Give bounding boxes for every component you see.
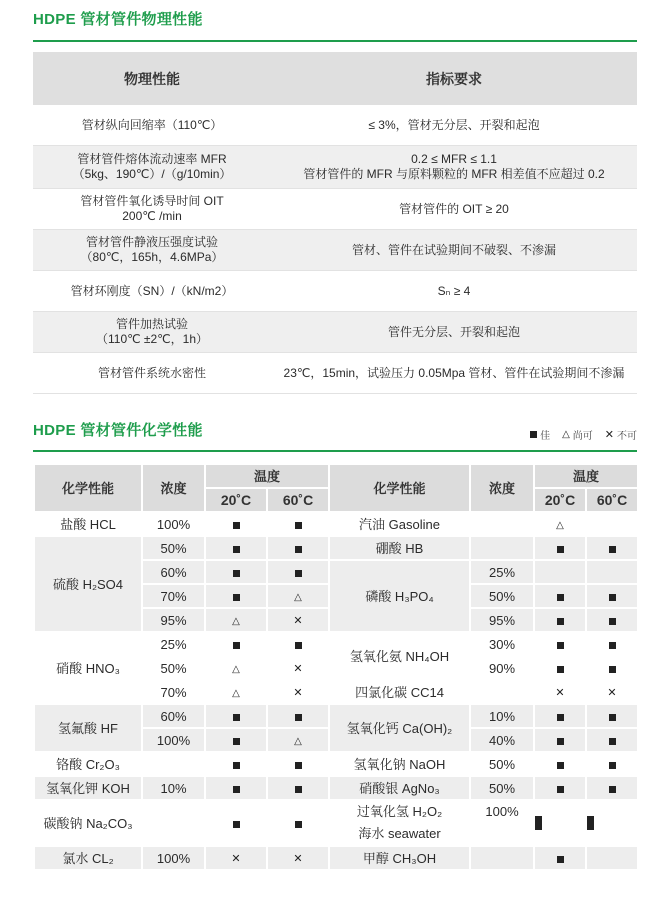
rating-cell (267, 656, 329, 680)
table-row (34, 752, 638, 776)
section-title-physical: HDPE 管材管件物理性能 (33, 11, 203, 28)
square-icon (557, 642, 564, 649)
triangle-icon: △ (294, 735, 302, 747)
rating-cell (534, 846, 586, 870)
chemical-name: 硫酸 H₂SO4 (34, 536, 142, 632)
rating-cell (267, 800, 329, 846)
square-icon (295, 821, 302, 828)
square-icon (295, 786, 302, 793)
square-icon (557, 546, 564, 553)
triangle-icon: △ (232, 663, 240, 675)
chemical-name: 氢氧化钙 Ca(OH)₂ (329, 704, 470, 752)
square-icon (295, 522, 302, 529)
rating-cell (586, 752, 638, 776)
chemical-name: 铬酸 Cr₂O₃ (34, 752, 142, 776)
square-icon (609, 546, 616, 553)
square-icon (295, 546, 302, 553)
legend (530, 427, 637, 442)
rating-cell (267, 680, 329, 704)
chemical-name: 汽油 Gasoline (329, 512, 470, 536)
square-icon (557, 786, 564, 793)
table-row (34, 632, 638, 656)
concentration: 50% (142, 536, 205, 560)
requirement-cell: 管材、管件在试验期间不破裂、不渗漏 (271, 230, 637, 271)
rating-cell (267, 776, 329, 800)
rating-cell (586, 800, 638, 846)
chemical-name: 硼酸 HB (329, 536, 470, 560)
concentration: 50% (470, 584, 534, 608)
header-20c: 20˚C (534, 488, 586, 512)
square-icon (535, 823, 542, 830)
title-divider (33, 450, 637, 452)
concentration: 60% (142, 560, 205, 584)
chemical-name: 氢氧化氨 NH₄OH (329, 632, 470, 680)
rating-cell (205, 512, 267, 536)
header-60c: 60˚C (586, 488, 638, 512)
concentration (470, 680, 534, 704)
property-cell: 管材管件氧化诱导时间 OIT 200℃ /min (33, 189, 271, 230)
concentration: 30% (470, 632, 534, 656)
square-icon (557, 856, 564, 863)
square-icon (609, 618, 616, 625)
rating-cell (205, 728, 267, 752)
rating-cell (586, 608, 638, 632)
rating-cell (534, 656, 586, 680)
square-icon (609, 714, 616, 721)
concentration: 50% (470, 752, 534, 776)
cross-icon: ✕ (607, 686, 617, 699)
requirement-cell: 管材管件的 OIT ≥ 20 (271, 189, 637, 230)
concentration: 70% (142, 584, 205, 608)
rating-cell (267, 846, 329, 870)
rating-cell (267, 608, 329, 632)
square-icon (535, 816, 542, 823)
legend-good: 佳 (530, 427, 550, 442)
property-cell: 管件加热试验 （110℃ ±2℃，1h） (33, 312, 271, 353)
square-icon (609, 594, 616, 601)
section-title-chemical: HDPE 管材管件化学性能 (33, 422, 203, 439)
property-cell: 管材环刚度（SN）/（kN/m2） (33, 271, 271, 312)
table-row (33, 271, 637, 312)
header-chemical: 化学性能 (34, 464, 142, 512)
rating-cell (205, 560, 267, 584)
physical-properties-table (33, 52, 637, 394)
rating-cell (586, 680, 638, 704)
rating-cell (205, 632, 267, 656)
cross-icon: ✕ (293, 662, 303, 675)
concentration: 95% (142, 608, 205, 632)
concentration: 100% (142, 512, 205, 536)
triangle-icon: △ (556, 519, 564, 531)
rating-cell (205, 776, 267, 800)
concentration: 50% (142, 656, 205, 680)
table-row (34, 776, 638, 800)
concentration: 50% (470, 776, 534, 800)
square-icon (295, 570, 302, 577)
rating-cell (534, 800, 586, 846)
rating-cell (534, 560, 586, 584)
cross-icon: ✕ (555, 686, 565, 699)
rating-cell (267, 704, 329, 728)
header-60c: 60˚C (267, 488, 329, 512)
rating-cell (586, 728, 638, 752)
chemical-name: 四氯化碳 CC14 (329, 680, 470, 704)
property-cell: 管材管件静液压强度试验 （80℃，165h，4.6MPa） (33, 230, 271, 271)
property-cell: 管材管件系统水密性 (33, 353, 271, 394)
square-icon (609, 666, 616, 673)
rating-cell (534, 632, 586, 656)
table-row (33, 230, 637, 271)
property-cell: 管材纵向回缩率（110℃） (33, 105, 271, 146)
square-icon (609, 642, 616, 649)
rating-cell (534, 608, 586, 632)
property-cell: 管材管件熔体流动速率 MFR （5kg、190℃）/（g/10min） (33, 146, 271, 189)
concentration: 60% (142, 704, 205, 728)
rating-cell (586, 560, 638, 584)
rating-cell (267, 584, 329, 608)
rating-cell (534, 536, 586, 560)
header-temperature: 温度 (534, 464, 638, 488)
rating-cell (586, 584, 638, 608)
rating-cell (534, 680, 586, 704)
title-divider (33, 40, 637, 42)
rating-cell (534, 728, 586, 752)
rating-cell (534, 776, 586, 800)
table-row (33, 312, 637, 353)
requirement-cell: 管件无分层、开裂和起泡 (271, 312, 637, 353)
rating-cell (586, 846, 638, 870)
square-icon (609, 786, 616, 793)
table-row (34, 512, 638, 536)
rating-cell (205, 704, 267, 728)
rating-cell (534, 704, 586, 728)
concentration (142, 752, 205, 776)
triangle-icon: △ (232, 615, 240, 627)
rating-cell (586, 776, 638, 800)
concentration (470, 536, 534, 560)
requirement-cell: 23℃，15min，试验压力 0.05Mpa 管材、管件在试验期间不渗漏 (271, 353, 637, 394)
rating-cell (534, 512, 586, 536)
concentration (470, 846, 534, 870)
rating-cell (205, 680, 267, 704)
header-chemical: 化学性能 (329, 464, 470, 512)
triangle-icon: △ (562, 429, 570, 440)
concentration (470, 512, 534, 536)
table-row (33, 105, 637, 146)
header-requirement: 指标要求 (271, 52, 637, 105)
triangle-icon: △ (294, 591, 302, 603)
chemical-name: 氢氧化钾 KOH (34, 776, 142, 800)
square-icon (233, 762, 240, 769)
square-icon (233, 821, 240, 828)
table-row (33, 353, 637, 394)
header-physical-property: 物理性能 (33, 52, 271, 105)
table-row (34, 704, 638, 728)
concentration: 90% (470, 656, 534, 680)
header-20c: 20˚C (205, 488, 267, 512)
square-icon (557, 666, 564, 673)
square-icon (557, 618, 564, 625)
concentration: 25% (142, 632, 205, 656)
requirement-cell: 0.2 ≤ MFR ≤ 1.1 管材管件的 MFR 与原料颗粒的 MFR 相差值不应超过 0.2 (271, 146, 637, 189)
concentration (142, 800, 205, 846)
concentration: 100% (142, 846, 205, 870)
header-concentration: 浓度 (470, 464, 534, 512)
rating-cell (267, 512, 329, 536)
concentration: 100% (142, 728, 205, 752)
square-icon (295, 642, 302, 649)
square-icon (557, 594, 564, 601)
cross-icon: ✕ (293, 614, 303, 627)
square-icon (233, 786, 240, 793)
chemical-name: 磷酸 H₃PO₄ (329, 560, 470, 632)
chemical-resistance-table (33, 463, 639, 871)
requirement-cell: ≤ 3%，管材无分层、开裂和起泡 (271, 105, 637, 146)
table-row (34, 800, 638, 846)
legend-bad: ✕ 不可 (604, 429, 637, 442)
concentration: 10% (142, 776, 205, 800)
cross-icon: ✕ (293, 686, 303, 699)
rating-cell (534, 752, 586, 776)
triangle-icon: △ (232, 687, 240, 699)
square-icon (233, 714, 240, 721)
rating-cell (267, 728, 329, 752)
rating-cell (267, 560, 329, 584)
rating-cell (267, 632, 329, 656)
square-icon (557, 738, 564, 745)
chemical-name: 过氧化氢 H₂O₂ 海水 seawater (329, 800, 470, 846)
rating-cell (586, 704, 638, 728)
square-icon (233, 738, 240, 745)
rating-cell (205, 656, 267, 680)
rating-cell (586, 512, 638, 536)
square-icon (587, 823, 594, 830)
chemical-name: 氢氧化钠 NaOH (329, 752, 470, 776)
concentration: 40% (470, 728, 534, 752)
requirement-cell: Sₙ ≥ 4 (271, 271, 637, 312)
chemical-name: 盐酸 HCL (34, 512, 142, 536)
chemical-name: 甲醇 CH₃OH (329, 846, 470, 870)
square-icon (609, 762, 616, 769)
square-icon (609, 738, 616, 745)
rating-cell (205, 752, 267, 776)
square-icon (587, 816, 594, 823)
rating-cell (205, 608, 267, 632)
cross-icon: ✕ (293, 852, 303, 865)
chemical-name: 氯水 CL₂ (34, 846, 142, 870)
square-icon (233, 546, 240, 553)
cross-icon: ✕ (604, 429, 614, 441)
square-icon (233, 594, 240, 601)
concentration: 100% (470, 800, 534, 846)
square-icon (557, 762, 564, 769)
square-icon (295, 762, 302, 769)
chemical-name: 碳酸钠 Na₂CO₃ (34, 800, 142, 846)
rating-cell (534, 584, 586, 608)
rating-cell (205, 584, 267, 608)
rating-cell (586, 656, 638, 680)
chemical-name: 硝酸 HNO₃ (34, 632, 142, 704)
chemical-name: 氢氟酸 HF (34, 704, 142, 752)
square-icon (233, 522, 240, 529)
rating-cell (586, 632, 638, 656)
table-row (33, 146, 637, 189)
concentration: 10% (470, 704, 534, 728)
square-icon (557, 714, 564, 721)
table-row (33, 189, 637, 230)
rating-cell (205, 800, 267, 846)
header-concentration: 浓度 (142, 464, 205, 512)
chemical-name: 硝酸银 AgNo₃ (329, 776, 470, 800)
square-icon (530, 431, 537, 438)
concentration: 70% (142, 680, 205, 704)
header-temperature: 温度 (205, 464, 329, 488)
rating-cell (267, 536, 329, 560)
table-row (34, 846, 638, 870)
table-row (34, 536, 638, 560)
legend-fair: △ 尚可 (562, 429, 593, 442)
concentration: 95% (470, 608, 534, 632)
rating-cell (205, 846, 267, 870)
concentration: 25% (470, 560, 534, 584)
rating-cell (267, 752, 329, 776)
square-icon (233, 570, 240, 577)
square-icon (295, 714, 302, 721)
rating-cell (205, 536, 267, 560)
rating-cell (586, 536, 638, 560)
square-icon (233, 642, 240, 649)
cross-icon: ✕ (231, 852, 241, 865)
